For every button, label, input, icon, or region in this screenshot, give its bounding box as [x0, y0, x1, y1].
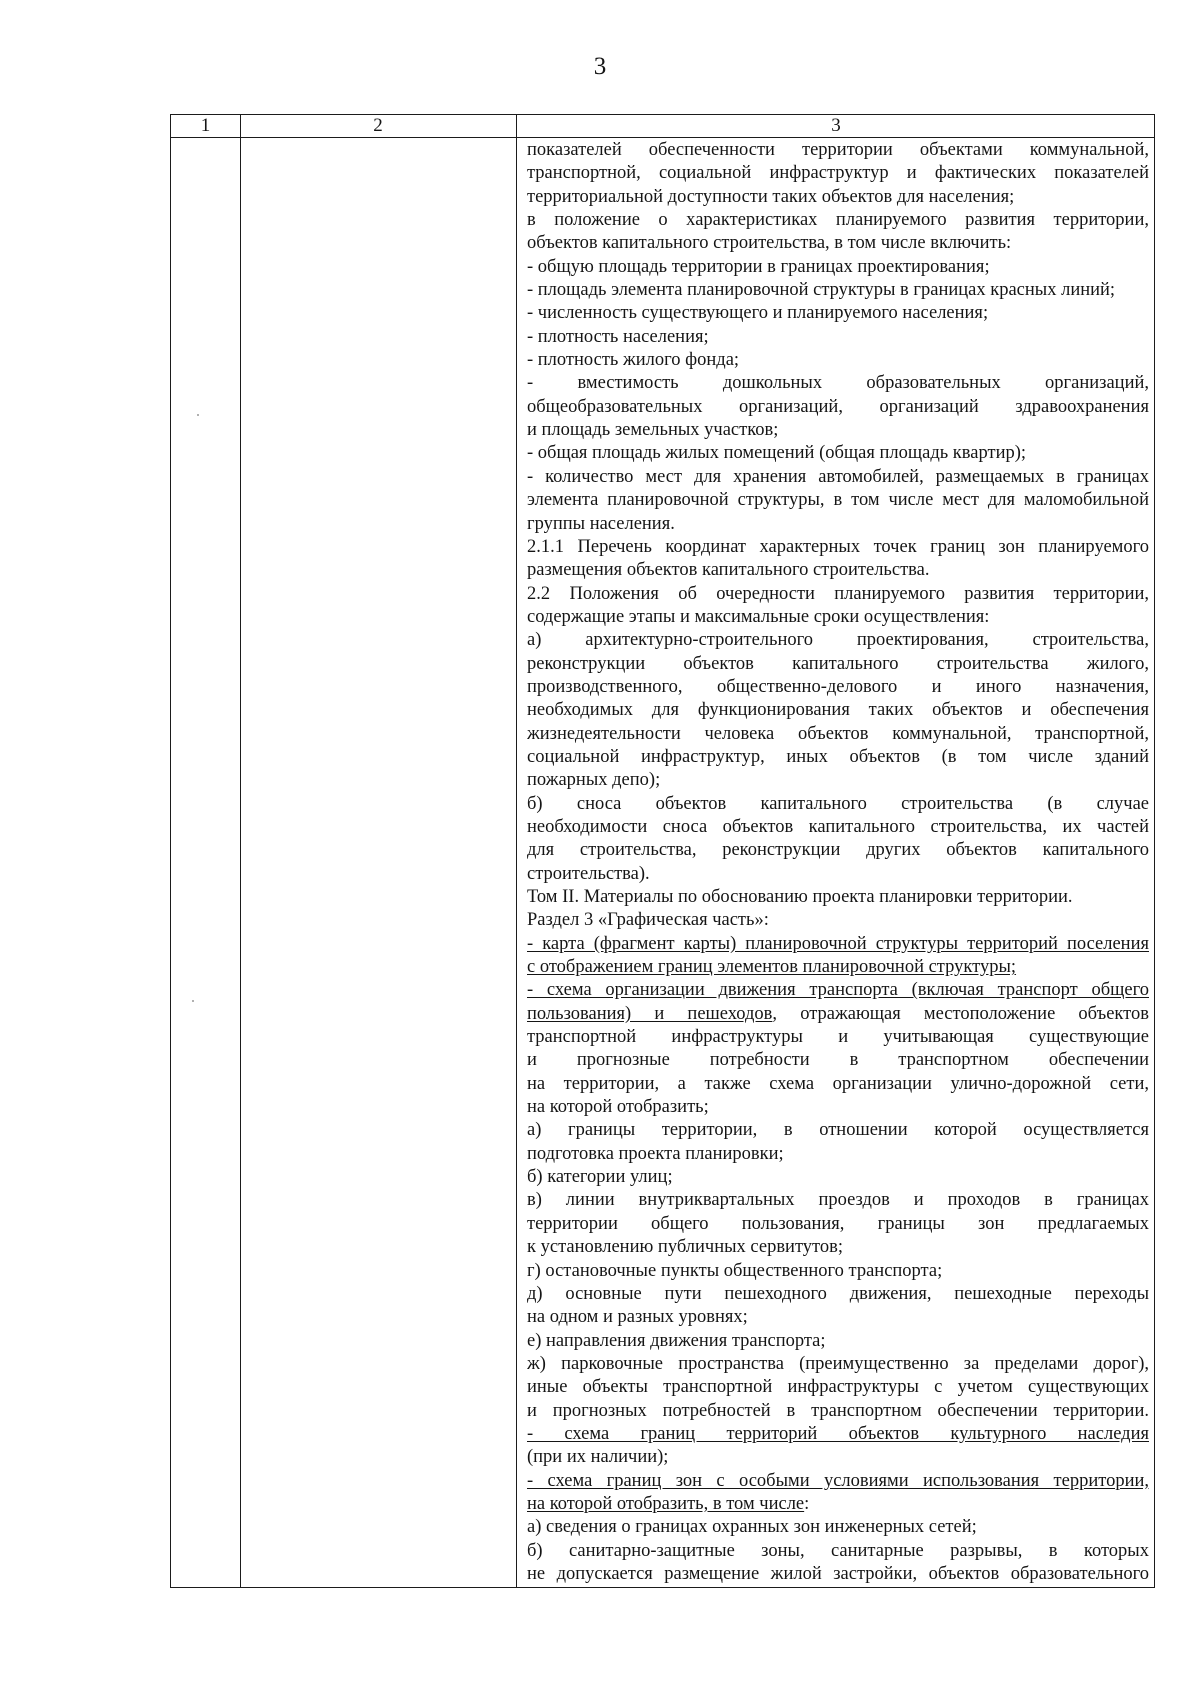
text-line: подготовка проекта планировки;	[527, 1143, 784, 1164]
column-divider	[240, 115, 241, 1587]
text-line: реконструкции объектов капитального строительства жилого,	[527, 653, 1149, 674]
underlined-text: - карта (фрагмент карты) планировочной структуры территорий поселения	[527, 933, 1149, 954]
text-line: пользования) и пешеходов, отражающая местоположение объектов	[527, 1003, 1149, 1024]
text-line: иные объекты транспортной инфраструктуры с учетом существующих	[527, 1377, 1149, 1398]
text-line: общеобразовательных организаций, организаций здравоохранения	[527, 396, 1149, 417]
text-line: - общую площадь территории в границах проектирования;	[527, 256, 990, 277]
text-line: транспортной, социальной инфраструктур и фактических показателей	[527, 163, 1149, 184]
text-line: е) направления движения транспорта;	[527, 1330, 826, 1351]
text-line: необходимых для функционирования таких объектов и обеспечения	[527, 700, 1149, 721]
column-header-1: 1	[200, 115, 211, 136]
text-line: д) основные пути пешеходного движения, пешеходные переходы	[527, 1283, 1149, 1304]
text-line: - вместимость дошкольных образовательных организаций,	[527, 373, 1149, 394]
text-line: - численность существующего и планируемого населения;	[527, 303, 989, 324]
text-line	[527, 979, 1149, 1002]
text-line: на территории, а также схема организации улично-дорожной сети,	[527, 1073, 1149, 1094]
text-line: производственного, общественно-делового и иного назначения,	[527, 676, 1149, 697]
text-line: к установлению публичных сервитутов;	[527, 1237, 844, 1258]
text-line: необходимости сноса объектов капитального строительства, их частей	[527, 816, 1149, 837]
column-header-3: 3	[831, 115, 841, 136]
text-line: - площадь элемента планировочной структуры в границах красных линий;	[527, 280, 1116, 301]
underlined-text: с отображением границ элементов планировочной структуры;	[527, 957, 1017, 978]
text-line: а) сведения о границах охранных зон инженерных сетей;	[527, 1517, 977, 1538]
text-line: на которой отобразить, в том числе:	[527, 1493, 810, 1514]
text-line: ж) парковочные пространства (преимущественно за пределами дорог),	[527, 1353, 1149, 1374]
text-line: размещения объектов капитального строительства.	[527, 560, 930, 581]
text-line: б) санитарно-защитные зоны, санитарные разрывы, в которых	[527, 1540, 1149, 1561]
text-line	[527, 1423, 1149, 1446]
text-line: для строительства, реконструкции других объектов капитального	[527, 840, 1149, 861]
text-line	[527, 956, 1149, 979]
text-line: и прогнозных потребностей в транспортном обеспечении территории.	[527, 1400, 1149, 1421]
text-line: а) архитектурно-строительного проектирования, строительства,	[527, 630, 1149, 651]
text-line: г) остановочные пункты общественного транспорта;	[527, 1260, 943, 1281]
text-line: - плотность населения;	[527, 326, 709, 347]
text-line: на которой отобразить;	[527, 1097, 709, 1118]
text-line	[527, 933, 1149, 956]
underlined-text: - схема границ территорий объектов культурного наследия	[527, 1423, 1149, 1444]
text-line: в положение о характеристиках планируемого развития территории,	[527, 210, 1149, 231]
text-line: а) границы территории, в отношении которой осуществляется	[527, 1120, 1149, 1141]
text-line: - количество мест для хранения автомобилей, размещаемых в границах	[527, 466, 1149, 487]
text-line: социальной инфраструктур, иных объектов (в том числе зданий	[527, 746, 1149, 767]
text-line: б) категории улиц;	[527, 1167, 673, 1188]
text-line: 2.2 Положения об очередности планируемого развития территории,	[527, 583, 1149, 604]
text-line: - общая площадь жилых помещений (общая площадь квартир);	[527, 443, 1027, 464]
text-line: (при их наличии);	[527, 1447, 669, 1468]
text-line: не допускается размещение жилой застройки, объектов образовательного	[527, 1563, 1149, 1584]
column-3-text	[527, 139, 1149, 1586]
header-divider	[171, 137, 1154, 138]
text-line: и прогнозные потребности в транспортном обеспечении	[527, 1050, 1149, 1071]
underlined-text: пользования) и пешеходов	[527, 1003, 773, 1024]
text-line: элемента планировочной структуры, в том числе мест для маломобильной	[527, 490, 1149, 511]
scan-speck	[197, 414, 199, 416]
text-line: группы населения.	[527, 513, 675, 534]
text-line: Раздел 3 «Графическая часть»:	[527, 910, 769, 931]
text-line: - плотность жилого фонда;	[527, 350, 740, 371]
text-line: в) линии внутриквартальных проездов и проходов в границах	[527, 1190, 1149, 1211]
text-line: объектов капитального строительства, в том числе включить:	[527, 233, 1012, 254]
text-line: и площадь земельных участков;	[527, 420, 779, 441]
text-line: территориальной доступности таких объектов для населения;	[527, 186, 1015, 207]
document-table	[170, 114, 1155, 1588]
text-line: на одном и разных уровнях;	[527, 1307, 748, 1328]
underlined-text: - схема организации движения транспорта (включая транспорт общего	[527, 980, 1149, 1001]
text-line: пожарных депо);	[527, 770, 661, 791]
column-divider	[516, 115, 517, 1587]
text-line: строительства).	[527, 863, 650, 884]
text-line: содержащие этапы и максимальные сроки осуществления:	[527, 606, 990, 627]
text-line: транспортной инфраструктуры и учитывающая существующие	[527, 1027, 1149, 1048]
underlined-text: на которой отобразить, в том числе	[527, 1493, 805, 1514]
underlined-text: - схема границ зон с особыми условиями использования территории,	[527, 1470, 1149, 1491]
text-line: показателей обеспеченности территории объектами коммунальной,	[527, 140, 1149, 160]
text-line: территории общего пользования, границы зон предлагаемых	[527, 1213, 1149, 1234]
text-line: 2.1.1 Перечень координат характерных точек границ зон планируемого	[527, 536, 1149, 557]
text-line: Том II. Материалы по обоснованию проекта планировки территории.	[527, 887, 1073, 907]
column-header-2: 2	[373, 115, 383, 136]
text-line: жизнедеятельности человека объектов коммунальной, транспортной,	[527, 723, 1149, 744]
text-line: б) сноса объектов капитального строительства (в случае	[527, 793, 1149, 814]
scan-speck	[192, 1000, 194, 1002]
text-line	[527, 1470, 1149, 1493]
page-number: 3	[593, 53, 607, 80]
